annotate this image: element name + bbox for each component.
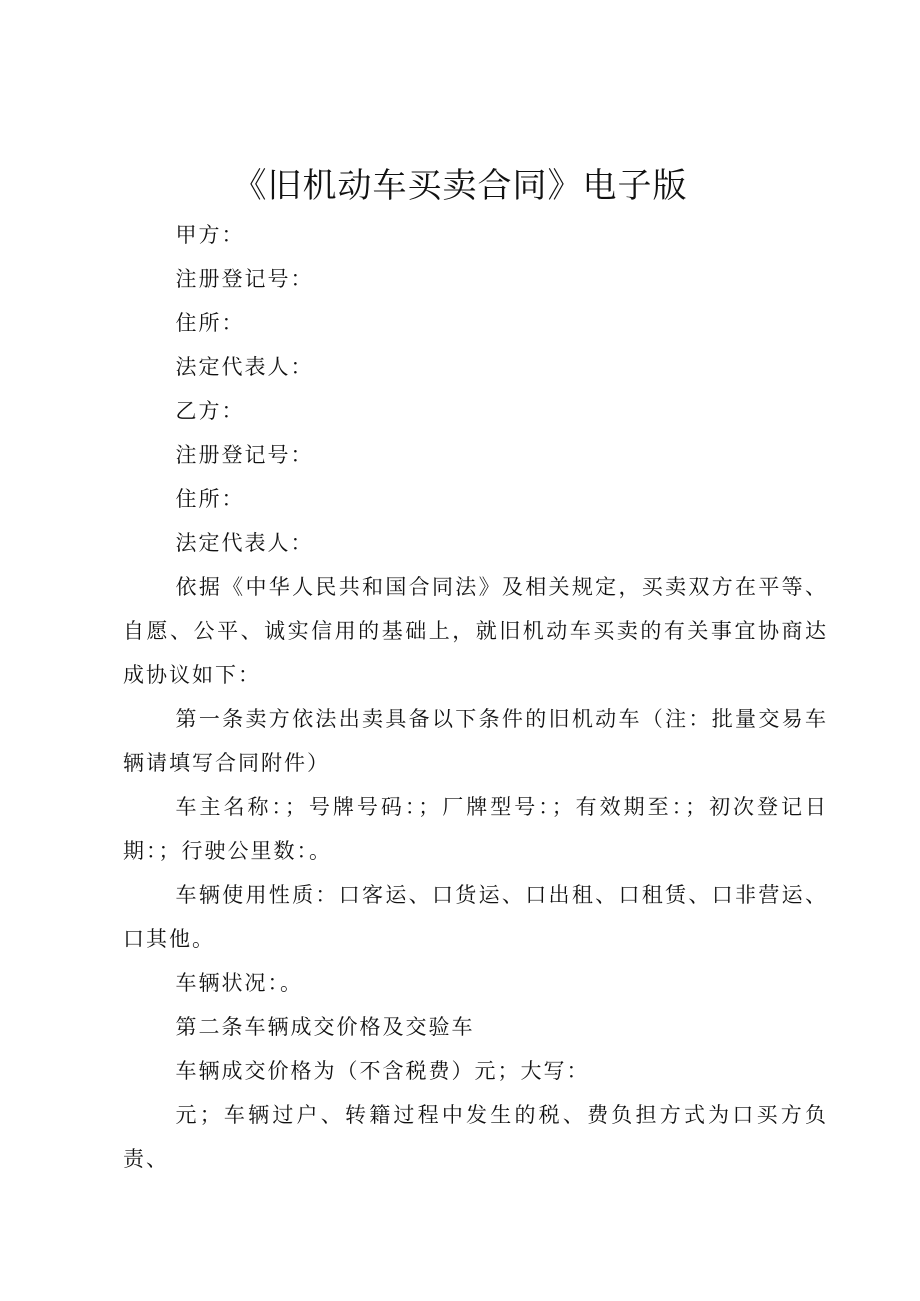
- document-body: [123, 213, 828, 1181]
- article-one-heading: 第一条卖方依法出卖具备以下条件的旧机动车（注：批量交易车辆请填写合同附件）: [123, 707, 828, 775]
- transaction-price-paragraph: 车辆成交价格为（不含税费）元；大写：: [175, 1059, 590, 1083]
- party-a-label: 甲方：: [175, 223, 245, 247]
- vehicle-condition-paragraph: 车辆状况：。: [175, 971, 303, 995]
- party-a-address: 住所：: [175, 311, 245, 335]
- party-b-registration-number: 注册登记号：: [175, 443, 314, 467]
- party-b-label: 乙方：: [175, 399, 245, 423]
- article-two-heading: 第二条车辆成交价格及交验车: [175, 1015, 475, 1039]
- party-a-legal-representative: 法定代表人：: [175, 355, 314, 379]
- document-title: 《旧机动车买卖合同》电子版: [232, 166, 688, 206]
- party-b-address: 住所：: [175, 487, 245, 511]
- party-a-registration-number: 注册登记号：: [175, 267, 314, 291]
- party-b-legal-representative: 法定代表人：: [175, 531, 314, 555]
- vehicle-details-paragraph: 车主名称：；号牌号码：；厂牌型号：；有效期至：；初次登记日期：；行驶公里数：。: [123, 795, 828, 863]
- preamble-paragraph: 依据《中华人民共和国合同法》及相关规定，买卖双方在平等、自愿、公平、诚实信用的基础上，就旧机动车买卖的有关事宜协商达成协议如下：: [123, 575, 828, 687]
- vehicle-usage-paragraph: 车辆使用性质：口客运、口货运、口出租、口租赁、口非营运、口其他。: [123, 883, 828, 951]
- tax-fee-paragraph: 元；车辆过户、转籍过程中发生的税、费负担方式为口买方负责、: [123, 1103, 828, 1171]
